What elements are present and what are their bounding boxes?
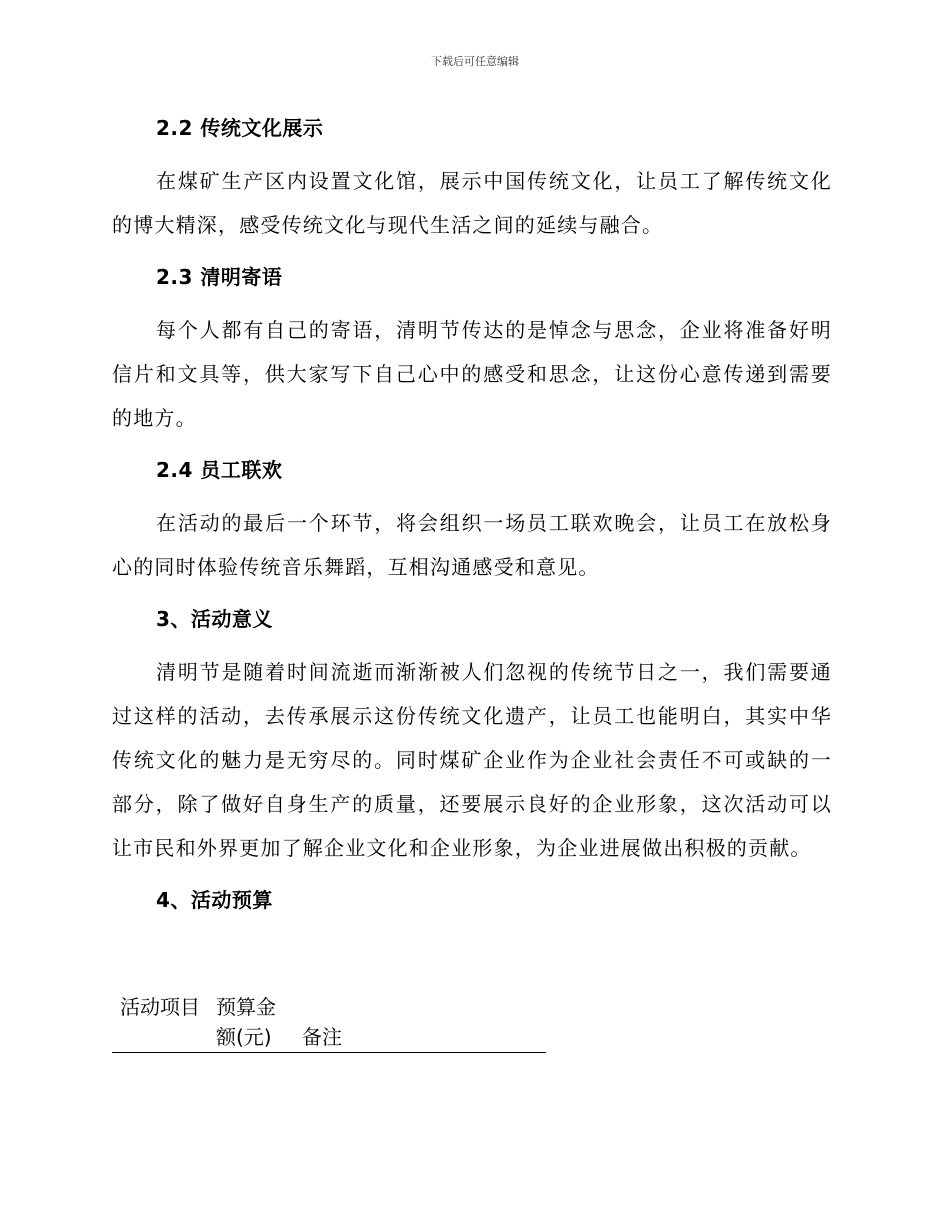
budget-table-header-item: 活动项目 (112, 990, 208, 1053)
section-heading-traditional-culture: 2.2 传统文化展示 (156, 116, 324, 140)
budget-table-header-amount: 预算金额(元) (208, 990, 294, 1053)
budget-table (112, 990, 546, 1053)
budget-table-header-remark: 备注 (294, 990, 546, 1053)
section-paragraph-qingming-message: 每个人都有自己的寄语，清明节传达的是悼念与思念，企业将准备好明信片和文具等，供大家写下自己心中的感受和思念，让这份心意传递到需要的地方。 (112, 318, 832, 430)
section-heading-significance: 3、活动意义 (156, 607, 273, 631)
section-heading-budget: 4、活动预算 (156, 888, 273, 912)
section-heading-staff-party: 2.4 员工联欢 (156, 458, 283, 482)
budget-table-header-row (112, 990, 546, 1053)
page-header-note: 下载后可任意编辑 (431, 55, 519, 68)
section-paragraph-traditional-culture: 在煤矿生产区内设置文化馆，展示中国传统文化，让员工了解传统文化的博大精深，感受传统文化与现代生活之间的延续与融合。 (112, 169, 832, 237)
section-heading-qingming-message: 2.3 清明寄语 (156, 265, 283, 289)
document-body (112, 111, 832, 917)
section-paragraph-staff-party: 在活动的最后一个环节，将会组织一场员工联欢晚会，让员工在放松身心的同时体验传统音乐舞蹈，互相沟通感受和意见。 (112, 511, 832, 579)
section-paragraph-significance: 清明节是随着时间流逝而渐渐被人们忽视的传统节日之一，我们需要通过这样的活动，去传承展示这份传统文化遗产，让员工也能明白，其实中华传统文化的魅力是无穷尽的。同时煤矿企业作为企业社会责任不可或缺的一部分，除了做好自身生产的质量，还要展示良好的企业形象，这次活动可以让市民和外界更加了解企业文化和企业形象，为企业进展做出积极的贡献。 (112, 660, 832, 860)
